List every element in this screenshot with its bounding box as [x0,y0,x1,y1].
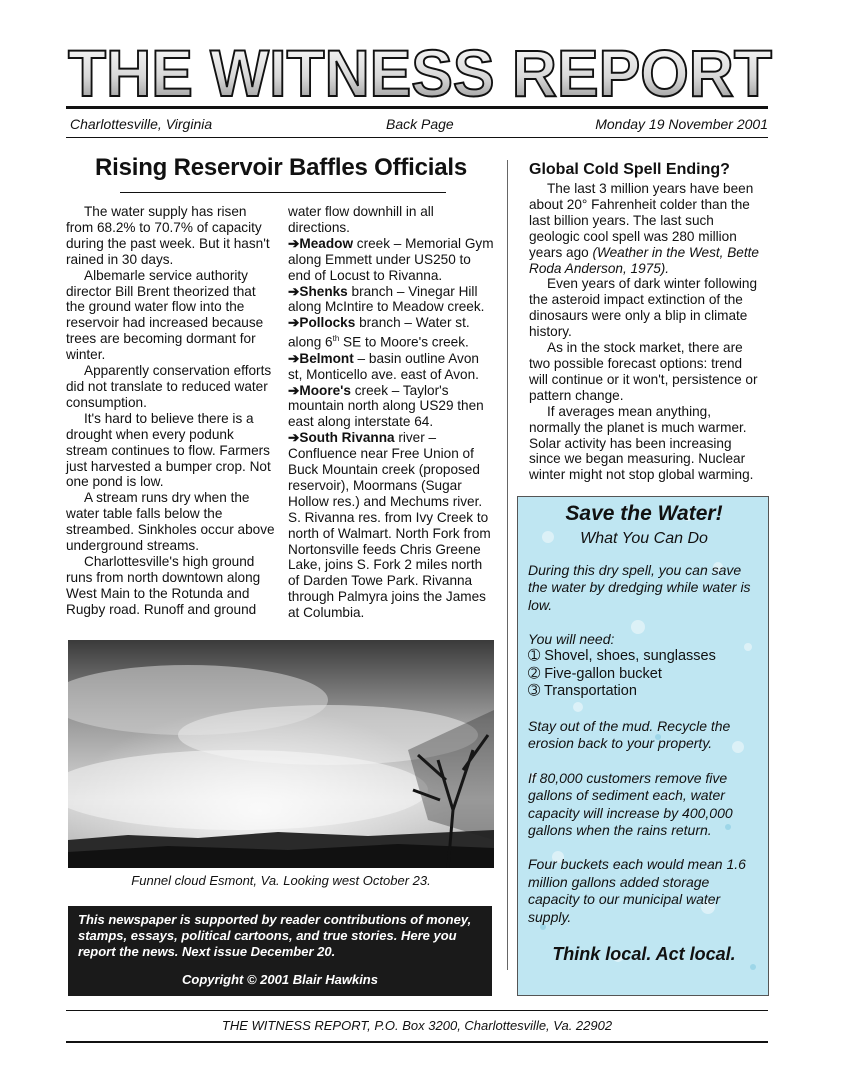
notice-text: This newspaper is supported by reader contributions of money, stamps, essays, political cartoons, and true stories. Here you report the news. Next issue December 20. [78,912,472,959]
list-item-text: Five-gallon bucket [544,665,662,682]
stream-text: creek – Taylor's mountain north along US29 then east along interstate 64. [288,382,484,430]
paragraph: water flow downhill in all directions. [288,204,434,235]
paragraph: During this dry spell, you can save the water by dredging while water is low. [528,561,751,613]
stream-text: branch – Vinegar Hill along McIntire to Meadow creek. [288,283,485,315]
main-headline: Rising Reservoir Baffles Officials [95,154,467,181]
list-item [528,648,760,666]
sidebar-title: Save the Water! [565,502,723,525]
list-item-text: Shovel, shoes, sunglasses [544,648,716,665]
dateline-rule [66,137,768,138]
paragraph: If 80,000 customers remove five gallons of sediment each, water capacity will increase by 400,000 gallons when the rains return. [528,769,733,838]
stream-name: South Rivanna [299,430,395,446]
dateline-date: Monday 19 November 2001 [595,116,768,132]
paragraph: Charlottesville's high ground runs from north downtown along West Main to the Rotunda and Rugby road. Runoff and ground [66,553,261,617]
paragraph [529,181,761,276]
stream-text: SE to Moore's creek. [339,334,469,350]
stream-text: – basin outline Avon st, Monticello ave. east of Avon. [288,350,479,382]
stream-name: Moore's [299,382,351,398]
save-water-sidebar [517,496,769,996]
stream-name: Belmont [299,350,354,366]
column-divider [507,160,508,970]
main-story-column-2 [288,204,496,621]
superscript: th [332,334,340,344]
paragraph: It's hard to believe there is a drought when every podunk stream continues to flow. Farmers just harvested a bumper crop. Not one pond is low. [66,410,271,490]
copyright: Copyright © 2001 Blair Hawkins [182,972,378,987]
number-icon: ➀ [528,648,541,665]
arrow-icon: ➔ [288,350,300,366]
funnel-cloud-photo [68,640,494,868]
list-item-text: Transportation [543,683,637,700]
paragraph: Four buckets each would mean 1.6 million gallons added storage capacity to our municipal water supply. [528,856,746,925]
stream-entry-shenks [288,284,496,316]
paragraph: As in the stock market, there are two possible forecast options: trend will continue or it won't, persistence or pattern change. [529,340,758,403]
number-icon: ➂ [528,683,541,700]
masthead-rule [66,106,768,109]
paragraph: Albemarle service authority director Bill Brent theorized that the ground water flow into the reservoir had increased because trees are becoming dormant for winter. [66,267,264,363]
arrow-icon: ➔ [288,430,300,446]
headline-rule [120,192,446,193]
supply-list [528,648,760,701]
stream-entry-belmont [288,351,496,383]
stream-entry-moores [288,383,496,431]
stream-text: river – Confluence near Free Union of Buck Mountain creek (proposed reservoir), Moormans (Sugar Hollow res.) and Mechums river. S. Rivanna res. from Ivy Creek to north of Walmart. North Fork from Nortonsville feeds Chris Greene Lake, joins S. Fork 2 miles north of Darden Towe Park. Rivanna through Palmyra joins the James at Columbia. [288,430,491,621]
paragraph: Even years of dark winter following the asteroid impact extinction of the dinosaurs were only a blip in climate history. [529,276,758,340]
arrow-icon: ➔ [288,315,300,331]
stream-name: Pollocks [299,315,356,331]
paragraph-text: The last 3 million years have been about 20° Fahrenheit colder than the last billion years. The last such geologic cool spell was 280 million years ago [529,181,754,260]
footer-bottom-rule [66,1041,768,1043]
side-story [529,181,761,483]
photo-caption: Funnel cloud Esmont, Va. Looking west October 23. [131,873,431,888]
side-headline: Global Cold Spell Ending? [529,161,730,178]
main-story-column-1 [66,204,276,618]
list-item [528,666,760,684]
paragraph: Stay out of the mud. Recycle the erosion back to your property. [528,717,731,752]
masthead [66,40,774,102]
dateline-location: Charlottesville, Virginia [70,116,213,132]
paragraph: Apparently conservation efforts did not translate to reduced water consumption. [66,363,272,410]
number-icon: ➁ [528,665,541,682]
stream-text: creek – Memorial Gym along Emmett under US250 to end of Locust to Rivanna. [288,235,494,283]
masthead-title: THE WITNESS REPORT [68,40,772,102]
stream-entry-south-rivanna [288,430,496,621]
arrow-icon: ➔ [288,382,300,398]
arrow-icon: ➔ [288,235,300,251]
sidebar-content [528,497,760,963]
stream-entry-meadow [288,236,496,284]
stream-name: Shenks [299,283,348,299]
footer-address: THE WITNESS REPORT, P.O. Box 3200, Charlottesville, Va. 22902 [221,1018,613,1033]
citation: (Weather in the West, Bette Roda Anderson, 1975). [529,244,759,276]
arrow-icon: ➔ [288,283,300,299]
stream-text: branch – Water st. along 6 [288,315,470,350]
sidebar-closing: Think local. Act local. [552,944,736,964]
support-notice [68,906,492,996]
paragraph: The water supply has risen from 68.2% to 70.7% of capacity during the past week. But it hasn't rained in 30 days. [66,204,270,267]
stream-entry-pollocks [288,315,496,350]
paragraph: A stream runs dry when the water table falls below the streambed. Sinkholes occur above underground streams. [66,490,275,554]
footer-top-rule [66,1010,768,1011]
list-item [528,683,760,701]
stream-name: Meadow [299,235,354,251]
dateline-page: Back Page [386,116,454,132]
sidebar-subtitle: What You Can Do [580,530,708,548]
paragraph: If averages mean anything, normally the planet is much warmer. Solar activity has been increasing since we began measuring. Nuclear winter might not stop global warming. [529,403,754,483]
need-label: You will need: [528,631,615,648]
